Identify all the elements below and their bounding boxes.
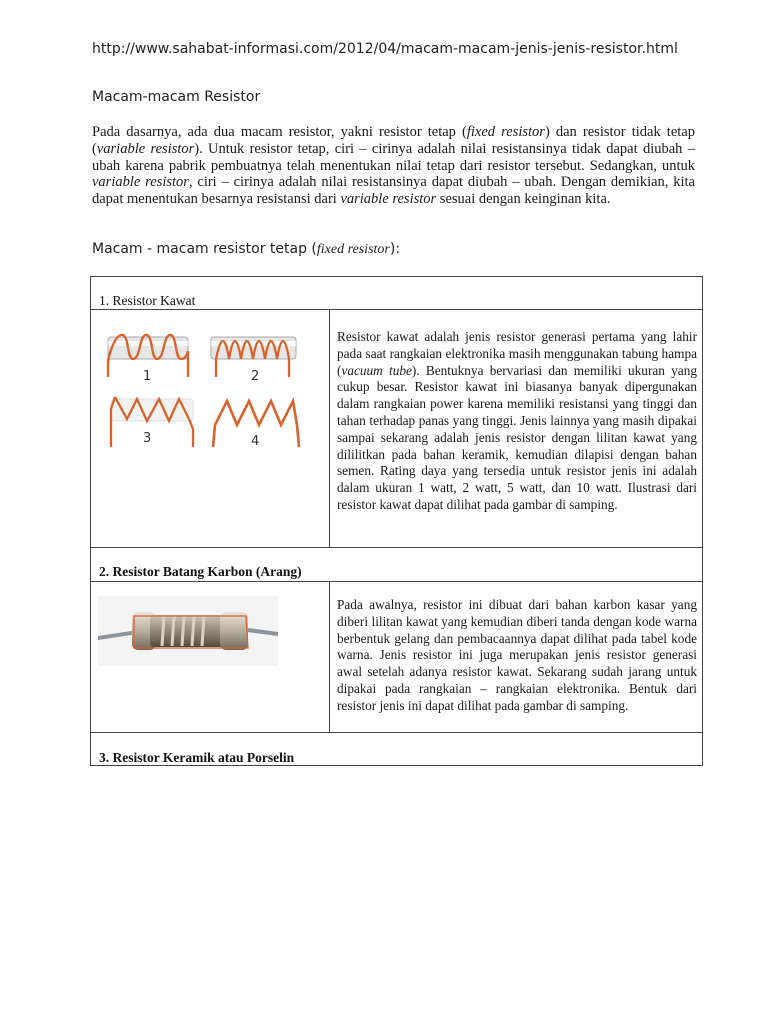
resistor-batang-karbon-description: Pada awalnya, resistor ini dibuat dari bahan karbon kasar yang diberi lilitan kawat yang kemudian diberi tanda dengan kode warna berbentuk gelang dan pembacaannya dapat dilihat pada tabel kode warna. Jenis resistor ini juga merupakan jenis resistor generasi awal setelah adanya resistor kawat. Sekarang sudah jarang untuk dipakai pada rangkaian – rangkaian elektronika. Bentuk dari resistor jenis ini dapat dilihat pada gambar di samping. <box>337 597 697 713</box>
section-heading-resistor-batang-karbon: 2. Resistor Batang Karbon (Arang) <box>99 564 302 579</box>
section-heading-resistor-keramik: 3. Resistor Keramik atau Porselin <box>99 750 295 765</box>
wire-resistor-label-3: 3 <box>143 431 152 446</box>
resistor-kawat-description: Resistor kawat adalah jenis resistor generasi pertama yang lahir pada saat rangkaian elektronika masih menggunakan tabung hampa (vacuum tube). Bentuknya bervariasi dan memiliki ukuran yang cukup besar. Resistor kawat ini biasanya banyak dipergunakan dalam rangkaian power karena memiliki resistansi yang tinggi dan tahan terhadap panas yang tinggi. Jenis lainnya yang masih dipakai sampai sekarang adalah jenis resistor dengan lilitan kawat yang dililitkan pada bahan keramik, kemudian dilapisi dengan bahan semen. Rating daya yang tersedia untuk resistor jenis ini adalah dalam ukuran 1 watt, 2 watt, 5 watt, dan 10 watt. Ilustrasi dari resistor kawat dapat dilihat pada gambar di samping. <box>337 329 697 512</box>
resistor-table <box>90 276 703 766</box>
table-row-divider <box>91 581 702 582</box>
table-row-divider <box>91 309 702 310</box>
wire-resistor-label-2: 2 <box>251 369 260 384</box>
fixed-resistor-subheading: Macam - macam resistor tetap (fixed resistor): <box>92 241 401 257</box>
table-column-divider <box>329 309 330 547</box>
table-column-divider <box>329 581 330 732</box>
document-title: Macam-macam Resistor <box>92 89 261 105</box>
wire-resistor-type-3 <box>111 397 193 447</box>
source-url: http://www.sahabat-informasi.com/2012/04/macam-macam-jenis-jenis-resistor.html <box>92 41 678 57</box>
table-row-divider <box>91 547 702 548</box>
intro-paragraph: Pada dasarnya, ada dua macam resistor, yakni resistor tetap (fixed resistor) dan resistor tidak tetap (variable resistor). Untuk resistor tetap, ciri – cirinya adalah nilai resistansinya tidak dapat diubah – ubah karena pabrik pembuatnya telah menentukan nilai tetap dari resistor tersebut. Sedangkan, untuk variable resistor, ciri – cirinya adalah nilai resistansinya dapat diubah – ubah. Dengan demikian, kita dapat menentukan besarnya resistansi dari variable resistor sesuai dengan keinginan kita. <box>92 124 695 208</box>
section-heading-resistor-kawat: 1. Resistor Kawat <box>99 293 196 308</box>
wire-resistor-label-1: 1 <box>143 369 152 384</box>
carbon-rod-resistor-photo <box>98 596 278 666</box>
table-row-divider <box>91 732 702 733</box>
wire-resistor-illustration <box>103 329 303 455</box>
wire-resistor-label-4: 4 <box>251 434 260 449</box>
